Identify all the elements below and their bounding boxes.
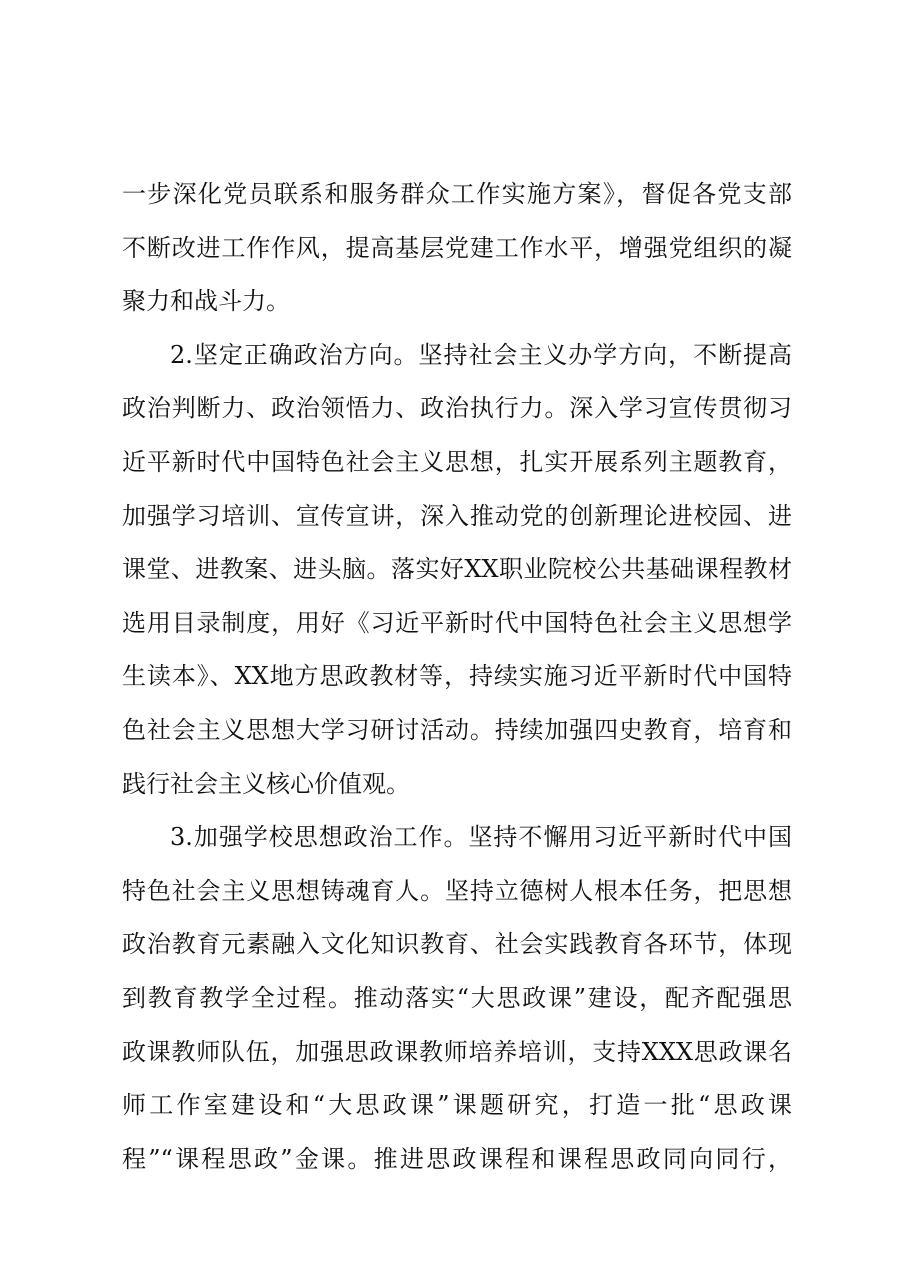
text-line: 政治判断力、政治领悟力、政治执行力。深入学习宣传贯彻习 xyxy=(122,394,792,423)
text-line: 一步深化党员联系和服务群众工作实施方案》，督促各党支部 xyxy=(122,180,792,208)
text-line: 近平新时代中国特色社会主义思想，扎实开展系列主题教育， xyxy=(122,447,792,476)
text-line: 加强学习培训、宣传宣讲，深入推动党的创新理论进校园、进 xyxy=(122,501,792,530)
paragraph-heading-line: 3.加强学校思想政治工作。坚持不懈用习近平新时代中国 xyxy=(170,823,792,852)
text-line: 到教育教学全过程。推动落实“大思政课”建设，配齐配强思 xyxy=(122,983,792,1012)
text-line: 政课教师队伍，加强思政课教师培养培训，支持XXX思政课名 xyxy=(122,1037,792,1066)
text-line: 特色社会主义思想铸魂育人。坚持立德树人根本任务，把思想 xyxy=(122,876,792,905)
text-line: 程”“课程思政”金课。推进思政课程和课程思政同向同行， xyxy=(122,1144,792,1173)
text-line: 不断改进工作作风，提高基层党建工作水平，增强党组织的凝 xyxy=(122,233,792,262)
text-line: 师工作室建设和“大思政课”课题研究，打造一批“思政课 xyxy=(122,1091,792,1120)
body-text xyxy=(122,168,792,1186)
paragraph-heading-line: 2.坚定正确政治方向。坚持社会主义办学方向，不断提高 xyxy=(170,340,792,369)
text-line: 生读本》、XX地方思政教材等，持续实施习近平新时代中国特 xyxy=(122,662,792,691)
text-line: 色社会主义思想大学习研讨活动。持续加强四史教育，培育和 xyxy=(122,715,792,744)
text-line: 聚力和战斗力。 xyxy=(122,287,290,316)
text-line: 政治教育元素融入文化知识教育、社会实践教育各环节，体现 xyxy=(122,930,792,959)
text-line: 选用目录制度，用好《习近平新时代中国特色社会主义思想学 xyxy=(122,608,792,637)
text-line: 践行社会主义核心价值观。 xyxy=(122,769,410,798)
text-line: 课堂、进教案、进头脑。落实好XX职业院校公共基础课程教材 xyxy=(122,555,792,584)
